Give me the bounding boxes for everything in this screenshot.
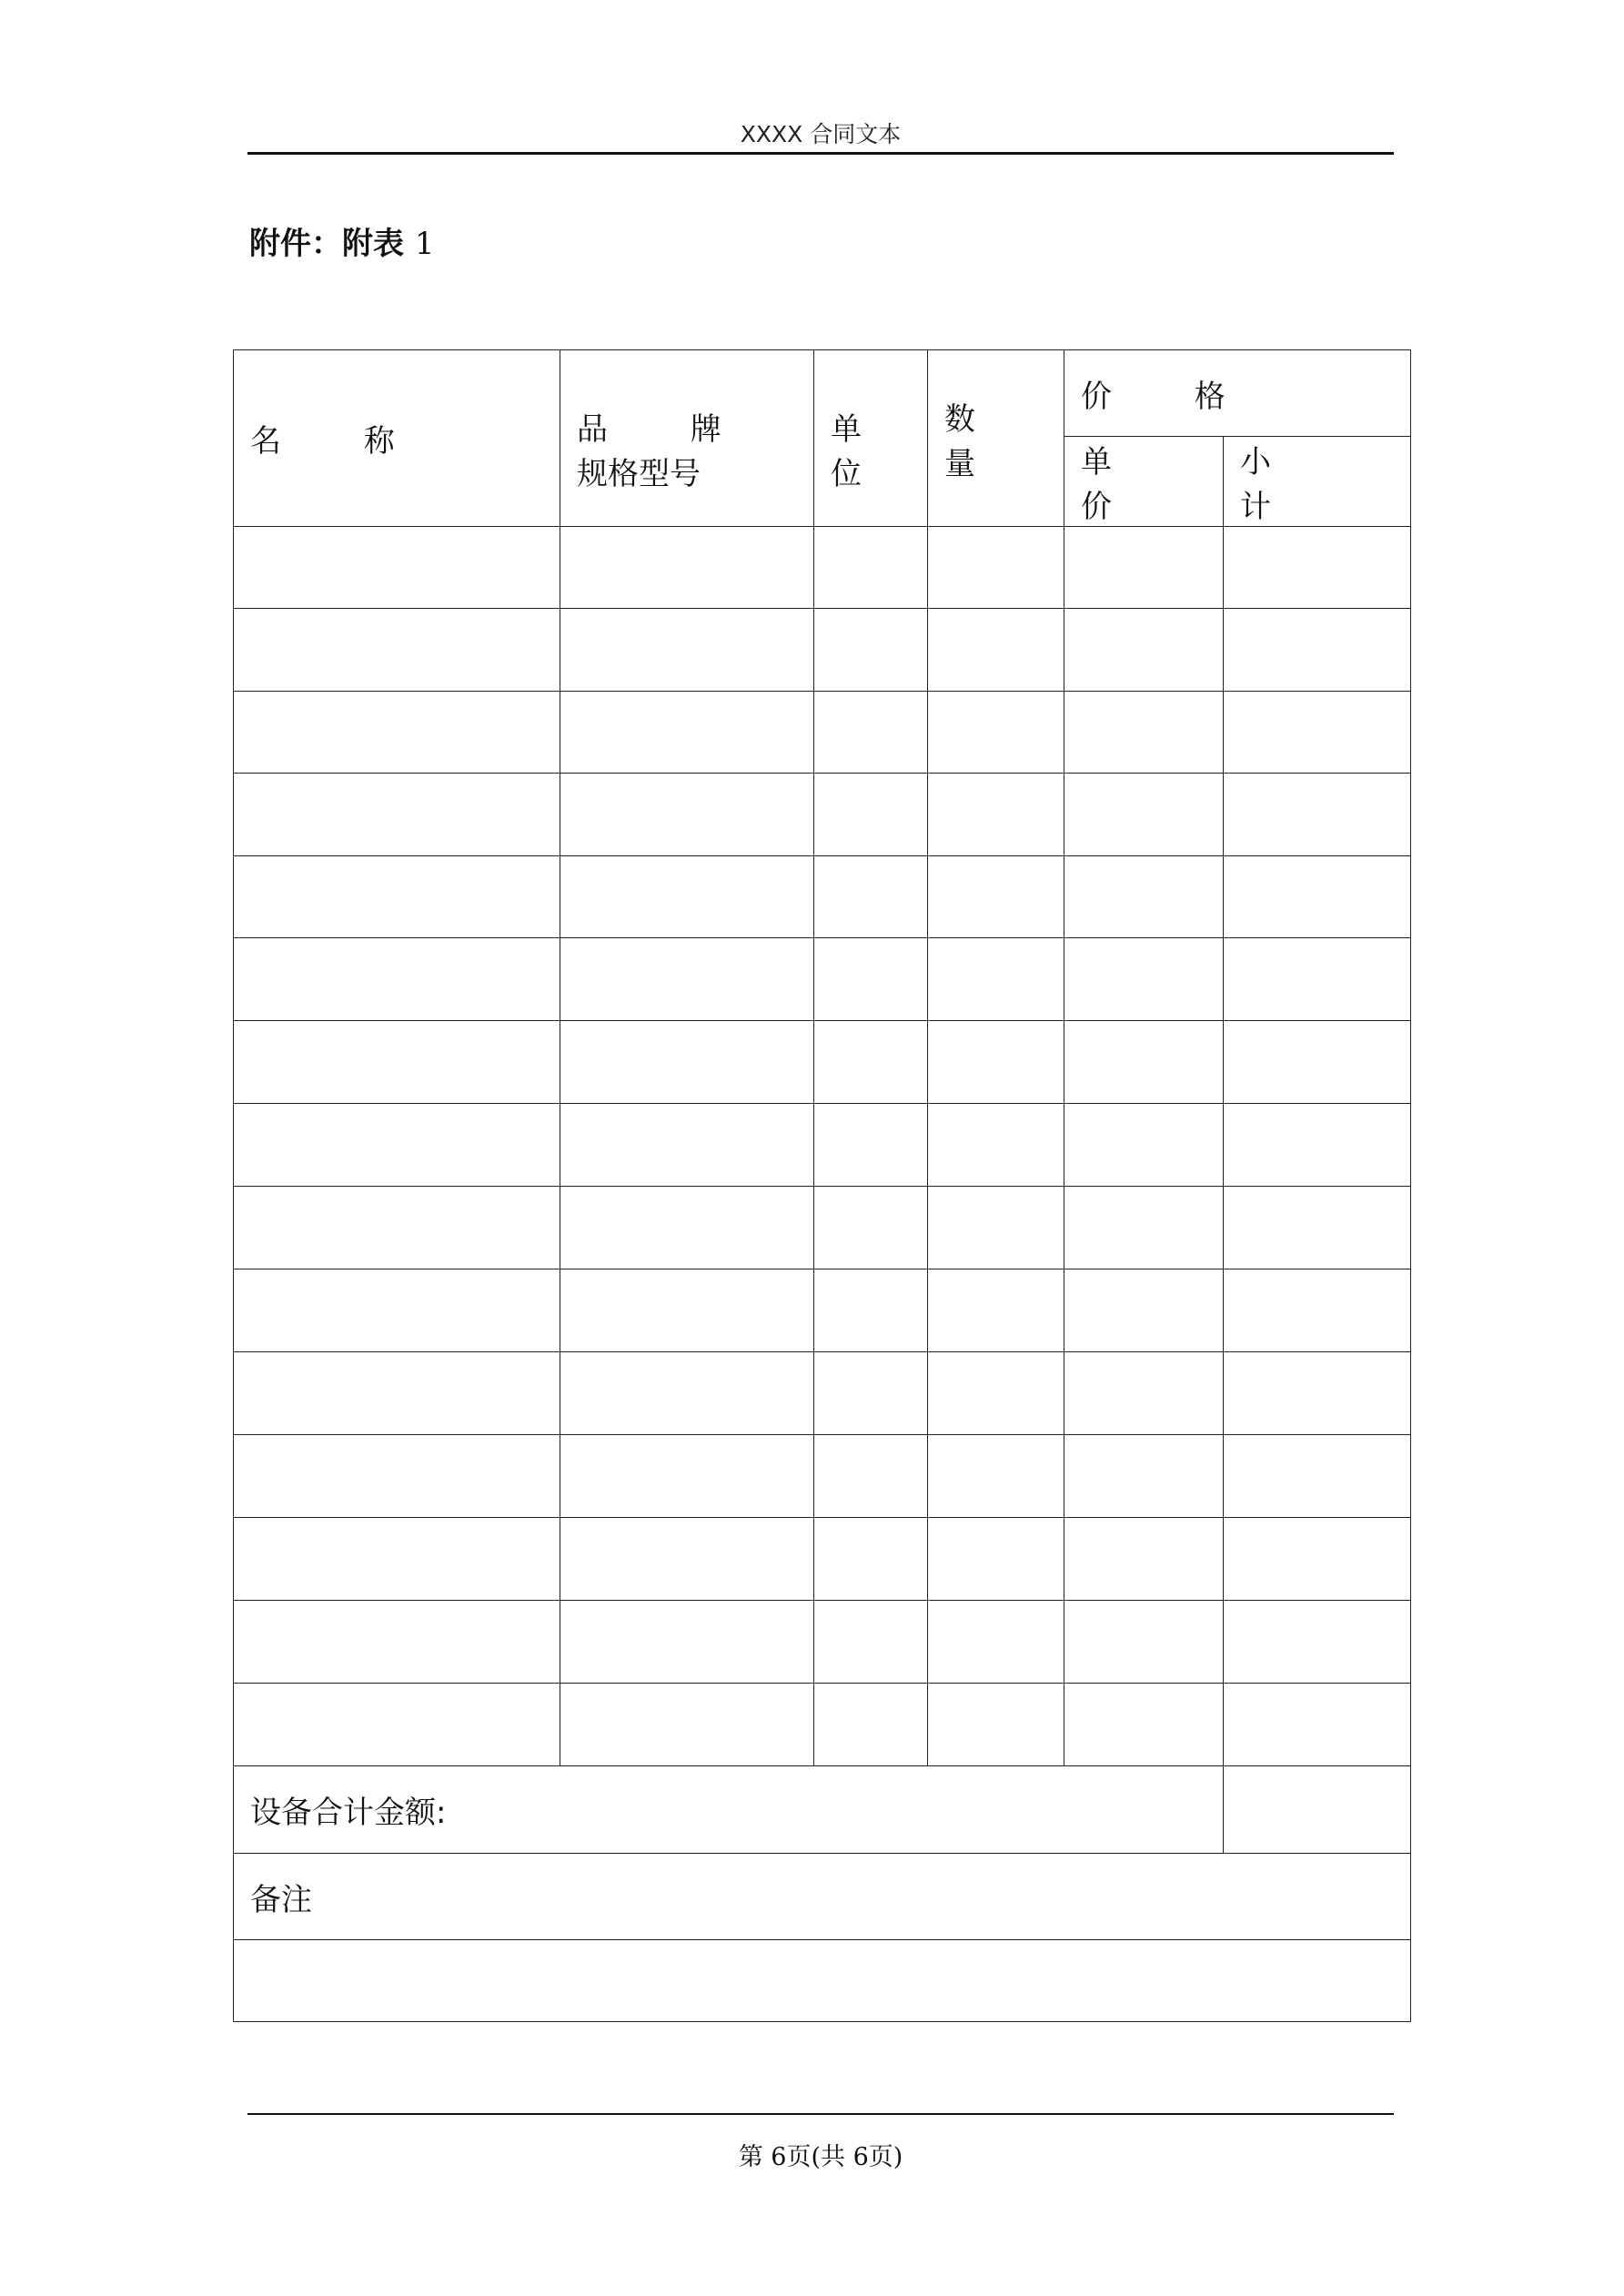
attachment-label: 附件：附表 [249, 226, 404, 262]
table-row [234, 1601, 1411, 1684]
header-unit-price: 单 价 [1064, 437, 1224, 527]
table-row [234, 938, 1411, 1021]
table-row [234, 1352, 1411, 1435]
table-header-row [234, 350, 1411, 437]
header-brand: 品 牌 [577, 410, 758, 448]
page-number: 第 6页(共 6页) [738, 2143, 903, 2171]
header-price: 价 格 [1064, 350, 1411, 437]
header-unit [814, 350, 928, 527]
remark-label: 备注 [234, 1854, 1411, 1940]
remark-content-cell [234, 1940, 1411, 2022]
attachment-number: 1 [414, 226, 435, 262]
total-row [234, 1766, 1411, 1854]
table-row [234, 1021, 1411, 1104]
header-unit-bottom: 位 [831, 455, 862, 492]
table-row [234, 774, 1411, 856]
header-rule [247, 152, 1394, 155]
header-quantity: 数 量 [928, 350, 1064, 527]
header-name: 名 称 [234, 350, 560, 527]
table-row [234, 1518, 1411, 1601]
footer-rule [247, 2113, 1394, 2115]
total-label: 设备合计金额: [234, 1766, 1224, 1854]
table-row [234, 609, 1411, 692]
table-row [234, 1269, 1411, 1352]
table-row [234, 1435, 1411, 1518]
attachment-title [249, 218, 434, 263]
header-brand-spec [560, 350, 814, 527]
header-spec-model: 规格型号 [577, 455, 701, 492]
equipment-price-table [233, 349, 1411, 2022]
header-unit-top: 单 [831, 410, 862, 448]
table-row [234, 1684, 1411, 1766]
header-subtotal: 小 计 [1224, 437, 1411, 527]
page-header-title: XXXX 合同文本 [740, 121, 902, 147]
table-row [234, 527, 1411, 609]
total-amount-cell [1224, 1766, 1411, 1854]
remark-row [234, 1854, 1411, 1940]
table-row [234, 692, 1411, 774]
remark-content-row [234, 1940, 1411, 2022]
table-row [234, 856, 1411, 938]
table-row [234, 1104, 1411, 1187]
table-row [234, 1187, 1411, 1269]
